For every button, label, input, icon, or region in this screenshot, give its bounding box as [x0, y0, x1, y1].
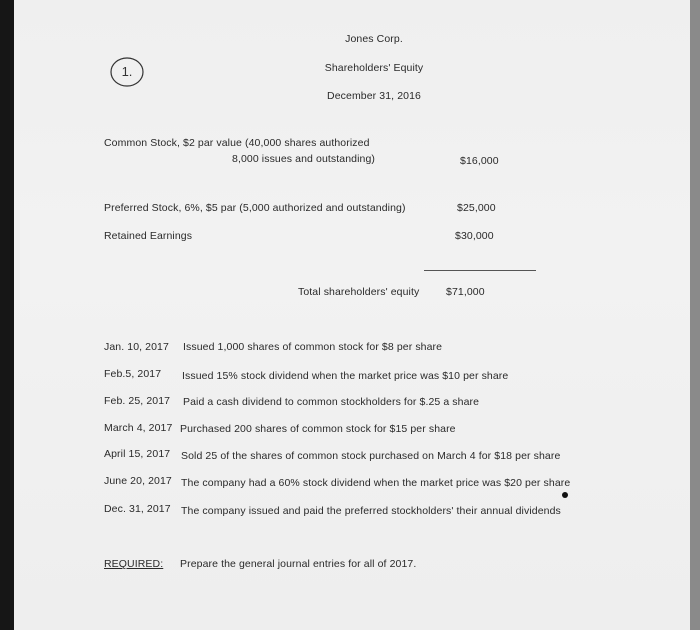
common-stock-label-line1: Common Stock, $2 par value (40,000 shares authorized: [104, 137, 370, 149]
circled-problem-number: [108, 55, 146, 89]
total-equity-label: Total shareholders' equity: [298, 286, 420, 298]
common-stock-label-line2: 8,000 issues and outstanding): [232, 153, 375, 165]
required-text: Prepare the general journal entries for all of 2017.: [180, 558, 417, 570]
photo-left-edge: [0, 0, 14, 630]
transaction-date: April 15, 2017: [104, 448, 171, 460]
transaction-date: Jan. 10, 2017: [104, 341, 169, 353]
transaction-text: Issued 1,000 shares of common stock for $8 per share: [183, 341, 443, 353]
transaction-date: June 20, 2017: [104, 475, 172, 487]
total-equity-amount: $71,000: [446, 286, 485, 298]
svg-text:1.: 1.: [121, 64, 133, 79]
required-label: REQUIRED:: [104, 558, 164, 570]
common-stock-amount: $16,000: [460, 155, 499, 167]
transaction-date: Feb. 25, 2017: [104, 395, 171, 407]
retained-earnings-label: Retained Earnings: [104, 230, 193, 242]
statement-date: December 31, 2016: [327, 90, 421, 102]
document-page: [14, 0, 690, 630]
transaction-text: Sold 25 of the shares of common stock purchased on March 4 for $18 per share: [181, 450, 561, 462]
transaction-text: The company issued and paid the preferred stockholders' their annual dividends: [181, 505, 561, 517]
transaction-text: Purchased 200 shares of common stock for $15 per share: [180, 423, 456, 435]
transaction-date: Feb.5, 2017: [104, 368, 162, 380]
company-name: Jones Corp.: [345, 33, 403, 45]
retained-earnings-amount: $30,000: [455, 230, 494, 242]
preferred-stock-label: Preferred Stock, 6%, $5 par (5,000 authorized and outstanding): [104, 202, 406, 214]
preferred-stock-amount: $25,000: [457, 202, 496, 214]
statement-title: Shareholders' Equity: [324, 62, 424, 74]
photo-right-edge: [690, 0, 700, 630]
total-rule: [424, 270, 536, 271]
ink-dot: [562, 492, 568, 498]
transaction-date: Dec. 31, 2017: [104, 503, 171, 515]
transaction-date: March 4, 2017: [104, 422, 173, 434]
transaction-text: Issued 15% stock dividend when the market price was $10 per share: [182, 370, 509, 382]
transaction-text: Paid a cash dividend to common stockholders for $.25 a share: [183, 396, 480, 408]
transaction-text: The company had a 60% stock dividend when the market price was $20 per share: [181, 477, 571, 489]
